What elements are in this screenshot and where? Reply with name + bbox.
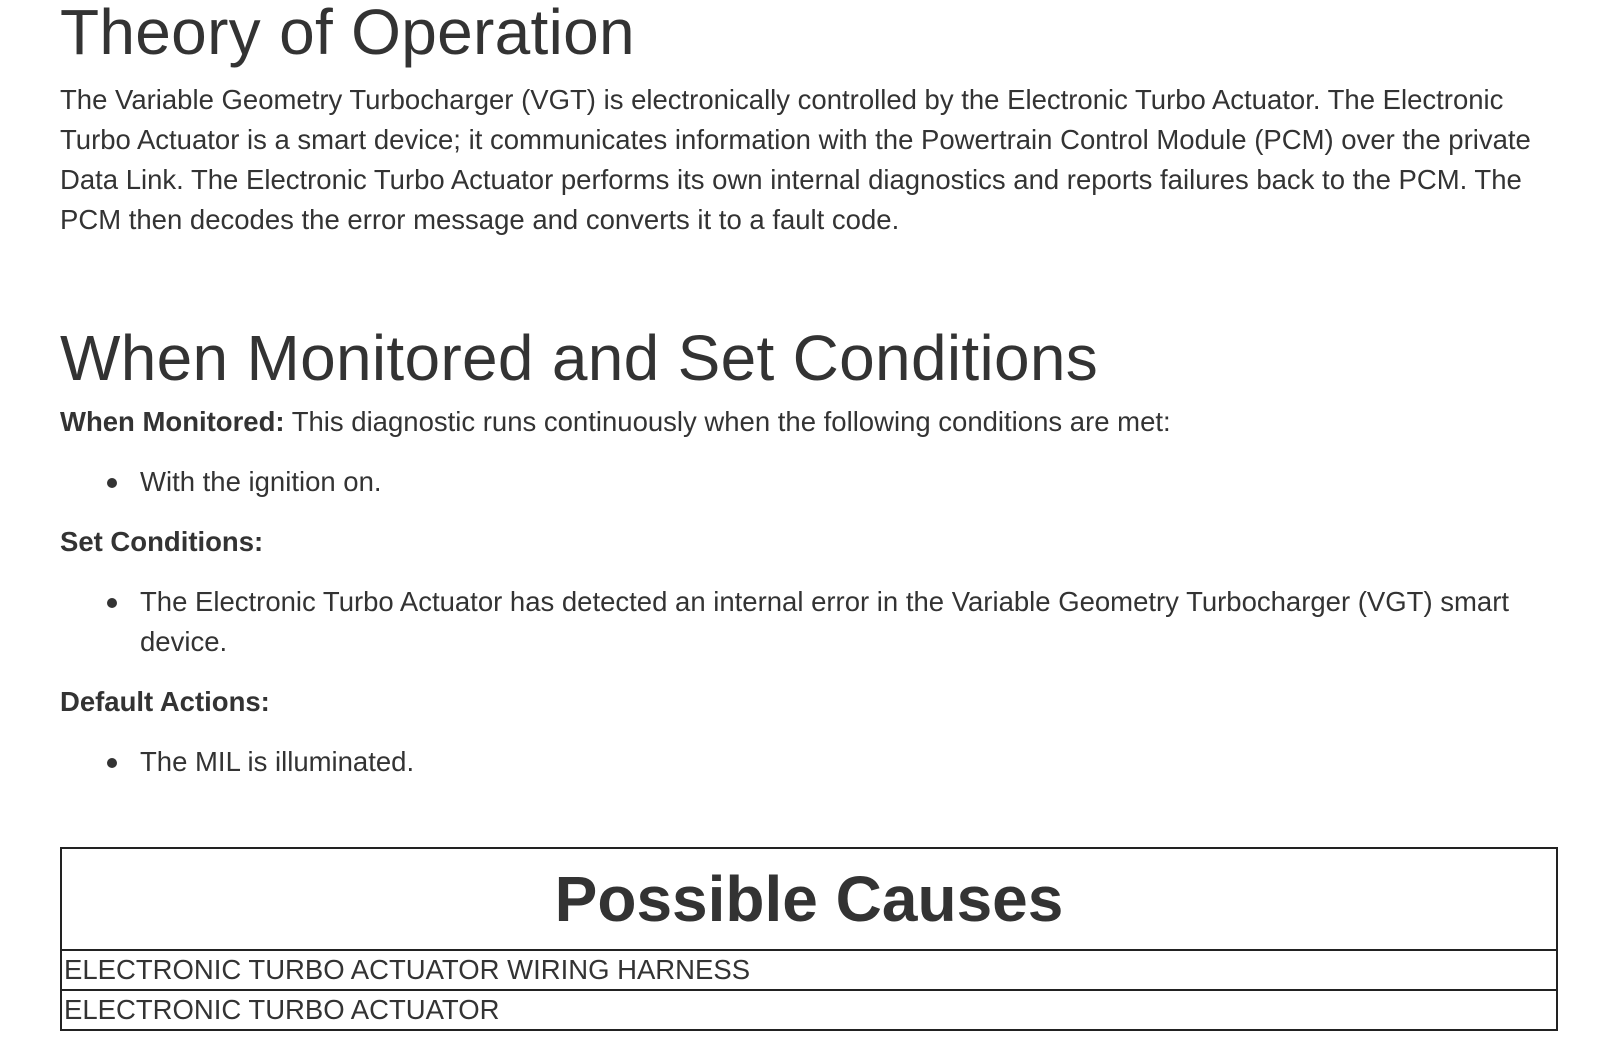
theory-heading: Theory of Operation (60, 0, 635, 68)
set-conditions-list (60, 582, 1560, 662)
when-monitored-list (60, 462, 1560, 502)
possible-causes-table (60, 847, 1558, 1031)
list-item: The Electronic Turbo Actuator has detected an internal error in the Variable Geometry Turbocharger (VGT) smart device. (140, 582, 1560, 662)
table-row (61, 950, 1557, 990)
table-cell: ELECTRONIC TURBO ACTUATOR (61, 990, 1557, 1030)
monitored-heading: When Monitored and Set Conditions (60, 322, 1099, 394)
list-item: The MIL is illuminated. (140, 742, 1560, 782)
table-cell: ELECTRONIC TURBO ACTUATOR WIRING HARNESS (61, 950, 1557, 990)
theory-paragraph: The Variable Geometry Turbocharger (VGT) is electronically controlled by the Electronic Turbo Actuator. The Electronic Turbo Actuator is a smart device; it communicates information with the Powertrain Control Module (PCM) over the private Data Link. The Electronic Turbo Actuator performs its own internal diagnostics and reports failures back to the PCM. The PCM then decodes the error message and converts it to a fault code. (60, 84, 1531, 235)
when-monitored-line (60, 402, 1560, 442)
table-row (61, 990, 1557, 1030)
document-page (60, 0, 1560, 782)
when-monitored-label: When Monitored: (60, 406, 285, 437)
list-item: With the ignition on. (140, 462, 1560, 502)
set-conditions-label: Set Conditions: (60, 526, 264, 557)
default-actions-label: Default Actions: (60, 686, 270, 717)
when-monitored-text: This diagnostic runs continuously when the following conditions are met: (284, 406, 1171, 437)
default-actions-list (60, 742, 1560, 782)
possible-causes-heading: Possible Causes (61, 848, 1557, 950)
